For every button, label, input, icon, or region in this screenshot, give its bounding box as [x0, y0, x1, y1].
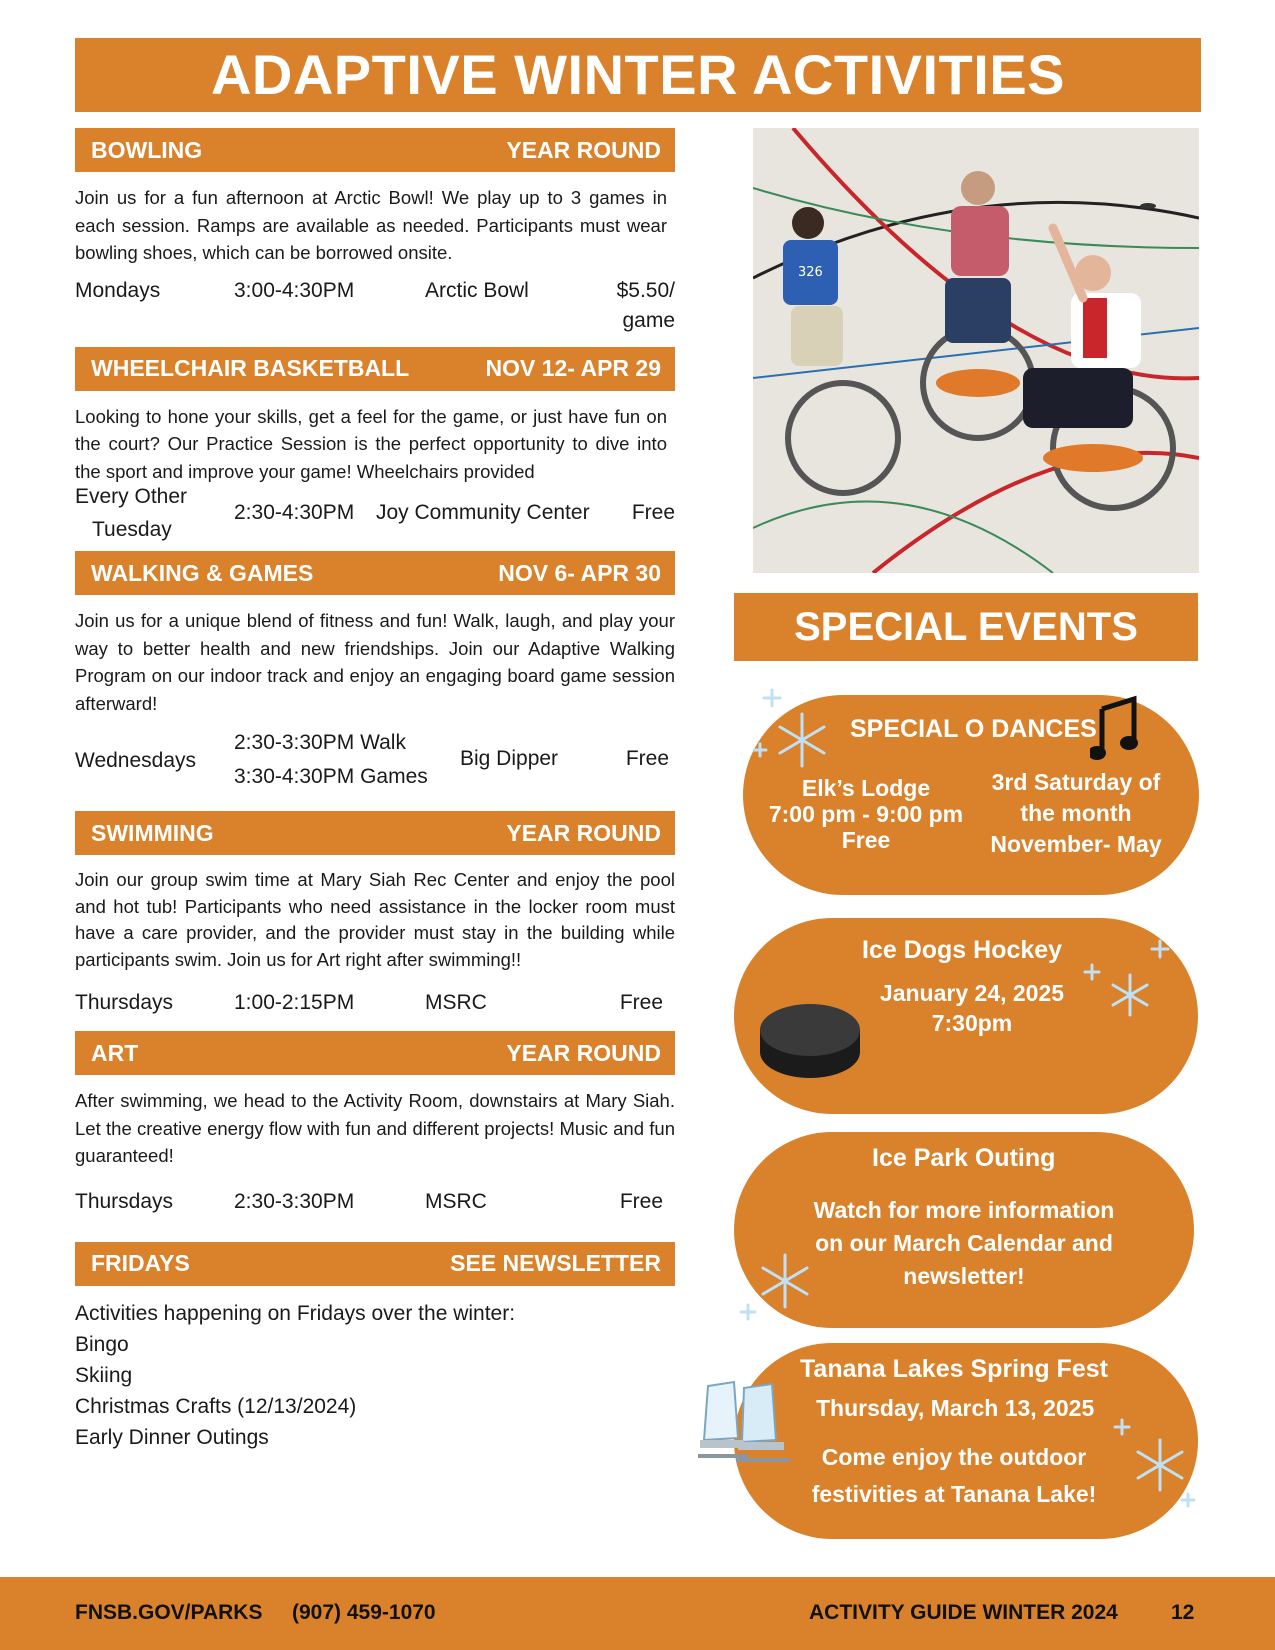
dances-when-3: November- May	[990, 831, 1162, 857]
basketball-day: Every Other	[75, 485, 188, 508]
icepark-title: Ice Park Outing	[872, 1144, 1056, 1172]
snowflake-icon	[1108, 1410, 1198, 1510]
basketball-name: WHEELCHAIR BASKETBALL	[91, 355, 410, 381]
list-item: Skiing	[75, 1363, 133, 1387]
springfest-date: Thursday, March 13, 2025	[816, 1395, 1095, 1421]
list-item: Early Dinner Outings	[75, 1425, 269, 1449]
springfest-line-1: Come enjoy the outdoor	[821, 1444, 1087, 1470]
hockey-title: Ice Dogs Hockey	[862, 936, 1063, 964]
swimming-header	[75, 811, 675, 855]
bowling-cost: $5.50/	[616, 278, 675, 302]
hockey-when	[866, 978, 1078, 1038]
icepark-line-3: newsletter!	[903, 1263, 1025, 1289]
walking-cost: Free	[625, 747, 669, 770]
hockey-time: 7:30pm	[931, 1010, 1013, 1036]
bowling-description: Join us for a fun afternoon at Arctic Bowl! We play up to 3 games in each session. Ramps are available as needed. Participants must wear bowling shoes, which can be borrowed onsite.	[75, 187, 667, 263]
wheelchair-basketball-photo	[753, 128, 1199, 573]
icepark-info	[774, 1194, 1154, 1293]
art-place: MSRC	[425, 1189, 487, 1213]
swimming-dates: YEAR ROUND	[506, 819, 661, 846]
bowling-cost-unit: game	[622, 308, 675, 332]
basketball-schedule	[75, 485, 675, 547]
hockey-date: January 24, 2025	[879, 980, 1065, 1006]
swimming-name: SWIMMING	[91, 819, 214, 846]
ice-skates-icon	[694, 1378, 806, 1474]
basketball-place: Joy Community Center	[376, 501, 590, 524]
swimming-cost: Free	[619, 991, 663, 1014]
dances-when-2: the month	[1020, 800, 1132, 826]
fridays-name: FRIDAYS	[91, 1250, 190, 1276]
list-item: Bingo	[75, 1332, 129, 1356]
dances-when-1: 3rd Saturday of	[991, 769, 1161, 795]
walking-name: WALKING & GAMES	[91, 559, 314, 586]
page-title: ADAPTIVE WINTER ACTIVITIES	[75, 38, 1201, 112]
art-time: 2:30-3:30PM	[234, 1189, 355, 1213]
page-number: 12	[1171, 1601, 1195, 1624]
svg-text:326: 326	[798, 265, 823, 280]
footer	[0, 1577, 1275, 1650]
basketball-day-2: Tuesday	[92, 518, 172, 541]
bowling-schedule	[75, 273, 675, 337]
swimming-place: MSRC	[425, 991, 487, 1014]
icepark-line-1: Watch for more information	[813, 1197, 1115, 1223]
bowling-header	[75, 128, 675, 172]
art-cost: Free	[619, 1189, 663, 1213]
bowling-place: Arctic Bowl	[425, 278, 529, 302]
fridays-dates: SEE NEWSLETTER	[450, 1250, 661, 1276]
dances-title: SPECIAL O DANCES	[850, 715, 1097, 743]
art-day: Thursdays	[75, 1189, 174, 1213]
swimming-time: 1:00-2:15PM	[234, 991, 355, 1014]
art-description: After swimming, we head to the Activity Room, downstairs at Mary Siah. Let the creative energy flow with fun and different projects! Music and fun guaranteed!	[75, 1090, 675, 1166]
walking-schedule	[75, 723, 675, 803]
swimming-day: Thursdays	[75, 991, 174, 1014]
fridays-intro: Activities happening on Fridays over the winter:	[75, 1301, 516, 1325]
walking-header	[75, 551, 675, 595]
springfest-line-2: festivities at Tanana Lake!	[811, 1481, 1097, 1507]
bowling-time: 3:00-4:30PM	[234, 278, 355, 302]
basketball-time: 2:30-4:30PM	[234, 501, 355, 524]
dances-when-block	[971, 767, 1181, 860]
springfest-title: Tanana Lakes Spring Fest	[800, 1355, 1108, 1383]
fridays-header	[75, 1242, 675, 1286]
footer-site-link[interactable]: FNSB.GOV/PARKS	[75, 1601, 263, 1624]
basketball-dates: NOV 12- APR 29	[485, 355, 661, 381]
footer-guide-name: ACTIVITY GUIDE WINTER 2024	[809, 1601, 1118, 1624]
art-dates: YEAR ROUND	[506, 1039, 661, 1066]
footer-phone: (907) 459-1070	[292, 1601, 436, 1624]
activities-column	[75, 128, 675, 1453]
special-events-title: SPECIAL EVENTS	[734, 593, 1198, 661]
music-note-icon	[1090, 695, 1140, 763]
art-schedule	[75, 1176, 675, 1220]
walking-description: Join us for a unique blend of fitness and fun! Walk, laugh, and play your way to better health and new friendships. Join our Adaptive Walking Program on our indoor track and enjoy an engaging board game session afterward!	[75, 610, 675, 714]
art-header	[75, 1031, 675, 1075]
snowflake-icon	[752, 684, 852, 784]
hockey-puck-icon	[755, 1000, 865, 1085]
walking-place: Big Dipper	[460, 747, 559, 770]
snowflake-icon	[1080, 935, 1170, 1025]
walking-time-walk: 2:30-3:30PM Walk	[234, 731, 406, 754]
basketball-cost: Free	[631, 501, 675, 524]
swimming-description: Join our group swim time at Mary Siah Rec Center and enjoy the pool and hot tub! Participants who need assistance in the locker room must have a care provider, and the provider must stay in the building while participants swim. Join us for Art right after swimming!!	[75, 869, 675, 970]
snowflake-icon	[740, 1235, 830, 1325]
art-name: ART	[91, 1039, 139, 1066]
dances-time: 7:00 pm - 9:00 pm	[768, 801, 964, 827]
bowling-dates: YEAR ROUND	[506, 136, 661, 163]
icepark-line-2: on our March Calendar and	[815, 1230, 1113, 1256]
springfest-info	[794, 1439, 1114, 1513]
swimming-schedule	[75, 979, 675, 1023]
dances-cost: Free	[841, 827, 891, 853]
bowling-name: BOWLING	[91, 136, 203, 163]
walking-day: Wednesdays	[75, 749, 197, 772]
walking-time-games: 3:30-4:30PM Games	[234, 765, 428, 788]
dances-place-block	[761, 775, 971, 853]
basketball-header	[75, 347, 675, 391]
fridays-list	[75, 1298, 675, 1453]
dances-place: Elk’s Lodge	[801, 775, 931, 801]
walking-dates: NOV 6- APR 30	[498, 559, 661, 586]
basketball-description: Looking to hone your skills, get a feel for the game, or just have fun on the court? Our Practice Session is the perfect opportunity to dive into the sport and improve your game! Wheelchairs provided	[75, 405, 667, 482]
list-item: Christmas Crafts (12/13/2024)	[75, 1394, 357, 1418]
bowling-day: Mondays	[75, 278, 161, 302]
